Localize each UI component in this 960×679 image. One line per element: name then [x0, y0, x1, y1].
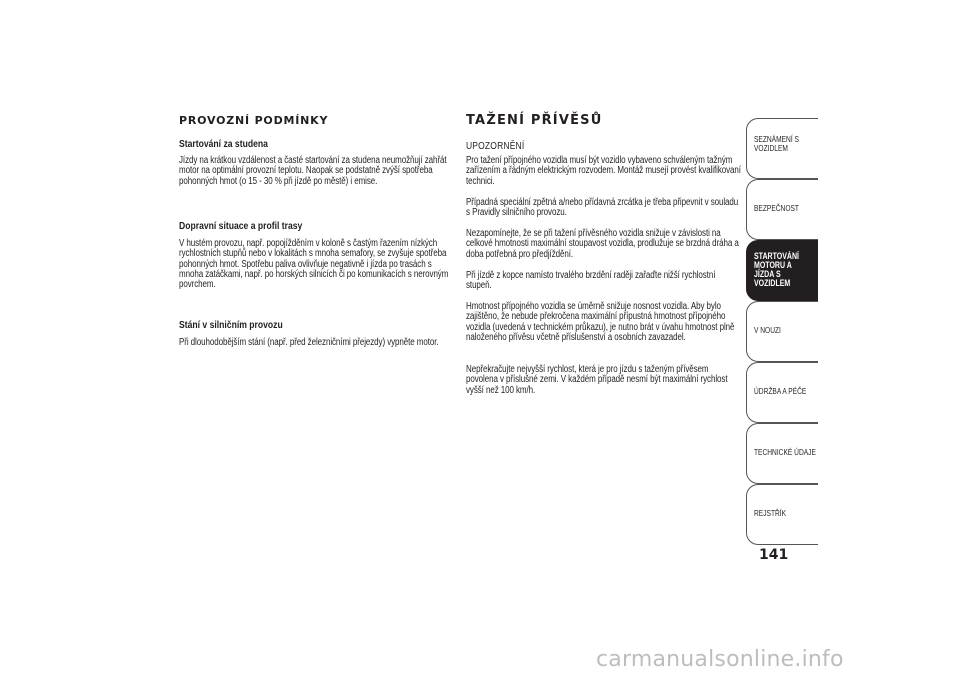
- paragraph-downhill: Při jízdě z kopce namísto trvalého brzdění raději zařaďte nižší rychlostní stupeň.: [466, 270, 716, 292]
- section-heading-towing-trailers: TAŽENÍ PŘÍVĚSŮ: [466, 113, 603, 128]
- warning-label: UPOZORNĚNÍ: [466, 141, 525, 152]
- paragraph-mirrors: Případná speciální zpětná a/nebo přídavná zrcátka je třeba připevnit v souladu s Pravidly silničního provozu.: [466, 197, 739, 219]
- page-number: 141: [759, 547, 789, 563]
- paragraph-speed-limit: Nepřekračujte nejvyšší rychlost, která je pro jízdu s taženým přívěsem povolena v příslušné zemi. V každém případě nesmí být maximální rychlost vyšší než 100 km/h.: [466, 364, 728, 396]
- tab-safety[interactable]: [746, 179, 818, 240]
- watermark: carmanualsonline.info: [596, 647, 844, 672]
- paragraph-standing-traffic: Při dlouhodobějším stání (např. před železničními přejezdy) vypněte motor.: [179, 337, 439, 348]
- tab-label: REJSTŘÍK: [754, 508, 787, 518]
- paragraph-trailer-weight: Hmotnost přípojného vozidla se úměrně snižuje nosnost vozidla. Aby bylo zajištěno, že nebude překročena maximální přípustná hmotnost přípojného vozidla (uvedená v technickém průkazu), je nutno brát v úvahu hmotnost plně naloženého přívěsu včetně příslušenství a osobních zavazadel.: [466, 301, 735, 343]
- tab-label: ÚDRŽBA A PÉČE: [754, 386, 807, 396]
- paragraph-towing-equipment: Pro tažení přípojného vozidla musí být vozidlo vybaveno schváleným tažným zařízením a řádným elektrickým rozvodem. Montáž musejí provést kvalifikovaní technici.: [466, 155, 741, 187]
- tab-maintenance[interactable]: [746, 362, 818, 423]
- paragraph-gradient-braking: Nezapomínejte, že se při tažení přívěsného vozidla snižuje v závislosti na celkové hmotnosti maximální stoupavost vozidla, prodlužuje se brzdná dráha a doba potřebná pro předjíždění.: [466, 228, 739, 260]
- tab-label: BEZPEČNOST: [754, 203, 799, 213]
- tab-label: TECHNICKÉ ÚDAJE: [754, 447, 816, 457]
- tab-getting-to-know-vehicle[interactable]: [746, 118, 818, 179]
- paragraph-traffic-route: V hustém provozu, např. popojížděním v koloně s častým řazením nízkých rychlostních stupňů nebo v lokalitách s mnoha semafory, se zvyšuje spotřeba pohonných hmot. Spotřebu paliva ovlivňuje negativně i jízda po trasách s mnoha zatáčkami, např. po horských silnicích či po komunikacích s nerovným povrchem.: [179, 238, 449, 291]
- paragraph-cold-start: Jízdy na krátkou vzdálenost a časté startování za studena neumožňují zahřát motor na optimální provozní teplotu. Naopak se podstatně zvýší spotřeba pohonných hmot (o 15 - 30 % při jízdě po městě) i emise.: [179, 155, 447, 187]
- tab-index[interactable]: [746, 484, 818, 545]
- tab-label: STARTOVÁNÍ MOTORU A JÍZDA S VOZIDLEM: [754, 251, 799, 288]
- subheading-standing-traffic: Stání v silničním provozu: [179, 320, 283, 331]
- tab-emergency[interactable]: [746, 301, 818, 362]
- subheading-traffic-route: Dopravní situace a profil trasy: [179, 221, 303, 232]
- subheading-cold-start: Startování za studena: [179, 139, 268, 150]
- section-heading-operating-conditions: PROVOZNÍ PODMÍNKY: [179, 114, 329, 127]
- tab-label: SEZNÁMENÍ S VOZIDLEM: [754, 134, 799, 153]
- tab-technical-data[interactable]: [746, 423, 818, 484]
- tab-starting-and-driving[interactable]: [746, 240, 818, 301]
- tab-label: V NOUZI: [754, 325, 781, 335]
